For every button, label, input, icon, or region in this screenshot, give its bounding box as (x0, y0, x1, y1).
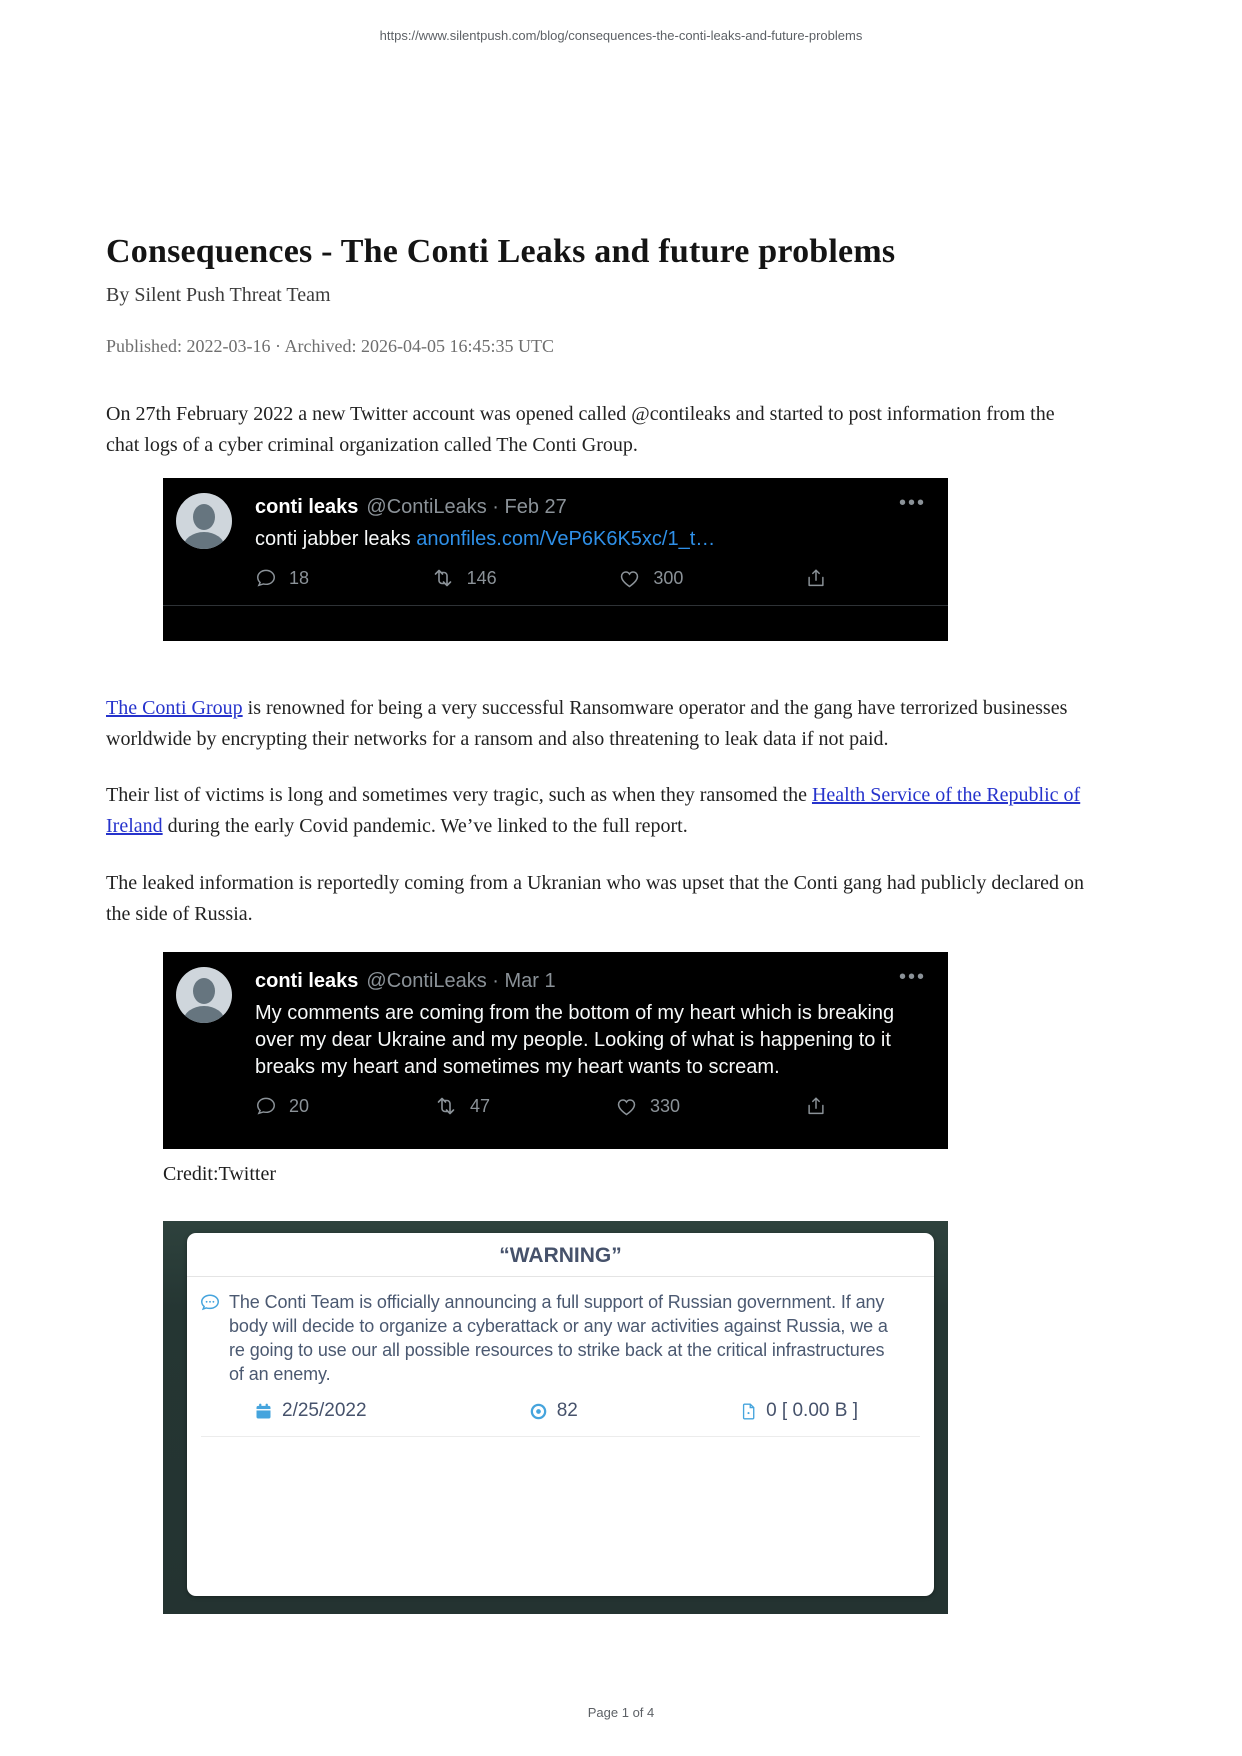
paragraph-conti-group (106, 693, 1086, 755)
like-button[interactable] (615, 1095, 680, 1118)
published-archived-line: Published: 2022-03-16 · Archived: 2026-04-05 16:45:35 UTC (106, 336, 554, 356)
comment-bubble-icon (199, 1292, 221, 1314)
avatar-shoulders (183, 532, 225, 549)
tweet-handle-date: @ContiLeaks · Mar 1 (366, 970, 556, 992)
url-header: https://www.silentpush.com/blog/consequences-the-conti-leaks-and-future-problems (379, 28, 863, 43)
warning-text-line: of an enemy. (229, 1364, 331, 1384)
tweet-screenshot-mar1 (163, 952, 948, 1149)
tweet-author-name: conti leaks (255, 970, 359, 992)
warning-title: “WARNING” (187, 1233, 934, 1277)
reply-button[interactable] (255, 1095, 309, 1117)
post-views (528, 1400, 578, 1422)
calendar-icon (253, 1401, 274, 1422)
tweet-divider (163, 605, 948, 606)
like-count: 300 (653, 567, 684, 588)
avatar-head (193, 978, 215, 1004)
share-icon (805, 1095, 827, 1117)
credit-caption: Credit:Twitter (163, 1163, 277, 1185)
tweet-more-icon[interactable]: ••• (898, 492, 926, 514)
tweet-text: conti jabber leaks (255, 528, 417, 550)
retweet-count: 47 (469, 1095, 491, 1116)
file-icon (739, 1402, 758, 1421)
paragraph-victims (106, 780, 1086, 842)
share-icon (805, 567, 827, 589)
warning-screenshot (163, 1221, 948, 1614)
warning-text-line: re going to use our all possible resources to strike back at the critical infrastructures (229, 1340, 885, 1360)
reply-count: 20 (289, 1095, 310, 1116)
heart-icon (615, 1095, 638, 1118)
eye-icon (528, 1401, 549, 1422)
reply-icon (255, 567, 277, 589)
avatar (176, 493, 232, 549)
post-size-value: 0 [ 0.00 B ] (766, 1400, 858, 1421)
reply-icon (255, 1095, 277, 1117)
tweet-text (255, 1000, 894, 1081)
retweet-count: 146 (466, 567, 497, 588)
hse-ireland-link[interactable]: Health Service of the Republic of Ireland (106, 784, 1081, 837)
paragraph-intro: On 27th February 2022 a new Twitter account was opened called @contileaks and started to post information from the chat logs of a cyber criminal organization called The Conti Group. (106, 403, 1055, 456)
tweet-anonfiles-link[interactable]: anonfiles.com/VeP6K6K5xc/1_t… (416, 528, 716, 550)
post-views-value: 82 (556, 1400, 578, 1421)
retweet-button[interactable] (431, 566, 497, 590)
byline: By Silent Push Threat Team (106, 284, 331, 306)
retweet-icon (431, 566, 455, 590)
tweet-text-line: breaks my heart and sometimes my heart wants to scream. (255, 1056, 780, 1078)
reply-button[interactable] (255, 567, 309, 589)
post-attachment-size (739, 1400, 858, 1422)
share-button[interactable] (805, 567, 827, 589)
post-date (253, 1400, 367, 1422)
like-count: 330 (649, 1095, 681, 1116)
tweet-text-line: over my dear Ukraine and my people. Looking of what is happening to it (255, 1029, 891, 1051)
retweet-button[interactable] (434, 1094, 490, 1118)
reply-count: 18 (289, 567, 310, 588)
conti-group-link[interactable]: The Conti Group (106, 697, 243, 719)
tweet-text-line: My comments are coming from the bottom of my heart which is breaking (255, 1002, 895, 1024)
avatar-head (193, 504, 215, 530)
warning-text-line: body will decide to organize a cyberattack or any war activities against Russia, we a (229, 1316, 888, 1336)
heart-icon (618, 567, 641, 590)
post-date-value: 2/25/2022 (282, 1400, 367, 1421)
paragraph-leak-source: The leaked information is reportedly coming from a Ukranian who was upset that the Conti gang had publicly declared on the side of Russia. (106, 872, 1085, 925)
avatar (176, 967, 232, 1023)
paragraph-text: is renowned for being a very successful Ransomware operator and the gang have terrorized businesses worldwide by encrypting their networks for a ransom and also threatening to leak data if not paid. (106, 697, 1068, 750)
paragraph-text: during the early Covid pandemic. We’ve linked to the full report. (162, 815, 688, 837)
tweet-more-icon[interactable]: ••• (898, 966, 926, 988)
warning-body-text (229, 1290, 888, 1386)
warning-card (187, 1233, 934, 1596)
warning-divider (201, 1436, 920, 1437)
paragraph-text: Their list of victims is long and sometimes very tragic, such as when they ransomed the (106, 784, 812, 806)
tweet-author-name: conti leaks (255, 496, 359, 518)
share-button[interactable] (805, 1095, 827, 1117)
tweet-screenshot-feb27 (163, 478, 948, 641)
warning-text-line: The Conti Team is officially announcing a full support of Russian government. If any (229, 1292, 885, 1312)
tweet-handle-date: @ContiLeaks · Feb 27 (366, 496, 567, 518)
avatar-shoulders (183, 1006, 225, 1023)
page-title: Consequences - The Conti Leaks and future problems (106, 232, 896, 270)
page-number: Page 1 of 4 (587, 1705, 655, 1720)
like-button[interactable] (618, 567, 683, 590)
retweet-icon (434, 1094, 458, 1118)
